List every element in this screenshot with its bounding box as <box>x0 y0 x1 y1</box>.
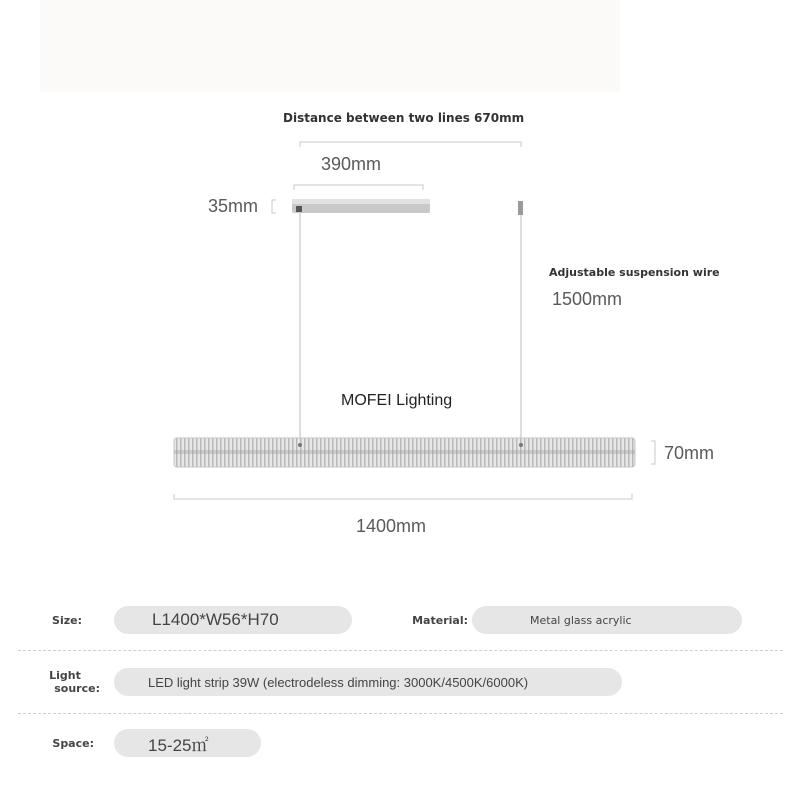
size-label: Size: <box>52 614 82 627</box>
material-value-pill <box>472 606 742 634</box>
wire-hook <box>518 201 523 215</box>
brand-label: MOFEI Lighting <box>341 392 453 409</box>
light-source-label-line1: Light <box>49 669 81 682</box>
size-value-pill <box>114 606 352 634</box>
material-label: Material: <box>412 614 468 627</box>
divider <box>18 650 783 651</box>
light-source-label <box>30 669 100 695</box>
body-height-label: 70mm <box>664 443 715 463</box>
material-value: Metal glass acrylic <box>530 613 632 627</box>
light-source-value-pill <box>114 668 622 696</box>
size-value: L1400*W56*H70 <box>152 610 279 629</box>
light-source-value: LED light strip 39W (electrodeless dimming: 3000K/4500K/6000K) <box>148 674 529 690</box>
wire-length-label: 1500mm <box>552 289 623 309</box>
distance-label: Distance between two lines 670mm <box>283 111 525 125</box>
light-source-label-line2: source: <box>54 682 100 695</box>
wire-label: Adjustable suspension wire <box>549 266 720 279</box>
space-value-pill <box>114 729 261 757</box>
space-label: Space: <box>52 737 94 750</box>
body-length-label: 1400mm <box>356 516 427 536</box>
canopy-height-bracket <box>272 200 276 213</box>
body-length-bracket <box>174 494 632 499</box>
space-value: 15-25㎡ <box>148 735 209 755</box>
lamp-body <box>174 438 635 467</box>
body-height-bracket <box>651 441 655 464</box>
canopy-height-label: 35mm <box>208 196 259 216</box>
canopy-length-bracket <box>294 185 423 190</box>
canopy-length-label: 390mm <box>321 154 382 174</box>
ceiling-canopy <box>292 199 430 213</box>
divider <box>18 713 783 714</box>
distance-bracket <box>300 142 521 147</box>
